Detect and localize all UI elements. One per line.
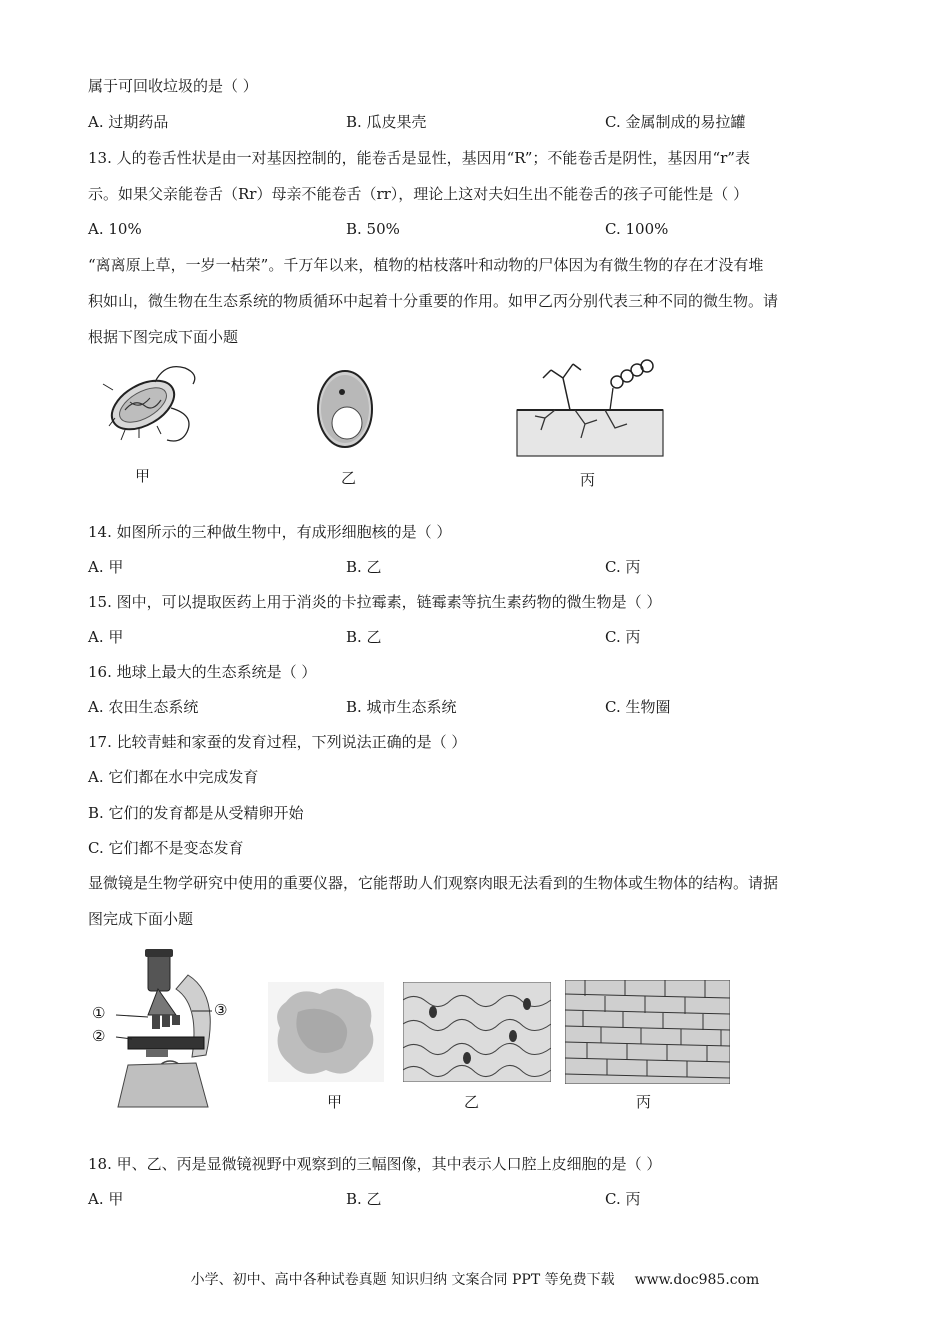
q12-option-c: C. 金属制成的易拉罐 [605, 113, 746, 131]
microscope-part-1-label: ① [92, 1004, 106, 1022]
q17-stem: 17. 比较青蛙和家蚕的发育过程，下列说法正确的是（ ） [88, 733, 467, 751]
q14-option-a: A. 甲 [88, 558, 124, 576]
q12-option-a: A. 过期药品 [88, 113, 169, 131]
q18-option-a: A. 甲 [88, 1190, 124, 1208]
q12-stem: 属于可回收垃圾的是（ ） [88, 77, 258, 95]
figure1-label-yi: 乙 [341, 469, 357, 487]
figure2-label-bing: 丙 [636, 1093, 652, 1111]
q13-stem-line2: 示。如果父亲能卷舌（Rr）母亲不能卷舌（rr），理论上这对夫妇生出不能卷舌的孩子可能性是（ ） [88, 185, 749, 203]
microscope-part-2-label: ② [92, 1027, 106, 1045]
q15-option-c: C. 丙 [605, 628, 641, 646]
passage1-line1: “离离原上草，一岁一枯荣”。千万年以来，植物的枯枝落叶和动物的尸体因为有微生物的存在才没有堆 [88, 256, 764, 274]
q17-option-c: C. 它们都不是变态发育 [88, 839, 244, 857]
passage1-line2: 积如山，微生物在生态系统的物质循环中起着十分重要的作用。如甲乙丙分别代表三种不同的微生物。请 [88, 292, 779, 310]
q18-option-c: C. 丙 [605, 1190, 641, 1208]
q16-option-a: A. 农田生态系统 [88, 698, 199, 716]
mold-figure [515, 358, 665, 460]
q16-option-c: C. 生物圈 [605, 698, 671, 716]
bacterium-figure [95, 360, 205, 450]
view-bing-image [565, 980, 730, 1084]
q13-option-b: B. 50% [346, 220, 400, 238]
q17-option-a: A. 它们都在水中完成发育 [88, 768, 259, 786]
q14-stem: 14. 如图所示的三种做生物中，有成形细胞核的是（ ） [88, 523, 452, 541]
microscope-figure [88, 945, 253, 1117]
q13-option-a: A. 10% [88, 220, 142, 238]
view-yi-image [403, 982, 551, 1082]
footer-site-link[interactable]: www.doc985.com [634, 1272, 760, 1288]
q15-option-b: B. 乙 [346, 628, 382, 646]
figure1-label-bing: 丙 [580, 471, 596, 489]
figure1-label-jia: 甲 [135, 467, 151, 485]
q13-stem-line1: 13. 人的卷舌性状是由一对基因控制的，能卷舌是显性，基因用“R”；不能卷舌是阴性，基因用“r”表 [88, 149, 750, 167]
q12-option-b: B. 瓜皮果壳 [346, 113, 427, 131]
passage2-line2: 图完成下面小题 [88, 910, 194, 928]
footer-text: 小学、初中、高中各种试卷真题 知识归纳 文案合同 PPT 等免费下载 [190, 1272, 615, 1288]
passage1-line3: 根据下图完成下面小题 [88, 328, 239, 346]
microscope-part-3-label: ③ [214, 1001, 228, 1019]
q18-option-b: B. 乙 [346, 1190, 382, 1208]
q16-option-b: B. 城市生态系统 [346, 698, 457, 716]
q14-option-b: B. 乙 [346, 558, 382, 576]
figure2-label-jia: 甲 [327, 1093, 343, 1111]
q17-option-b: B. 它们的发育都是从受精卵开始 [88, 804, 304, 822]
view-jia-image [268, 982, 384, 1082]
figure2-label-yi: 乙 [464, 1093, 480, 1111]
yeast-cell-figure [315, 368, 375, 450]
q14-option-c: C. 丙 [605, 558, 641, 576]
page-footer [0, 1270, 950, 1290]
q18-stem: 18. 甲、乙、丙是显微镜视野中观察到的三幅图像，其中表示人口腔上皮细胞的是（ ） [88, 1155, 662, 1173]
passage2-line1: 显微镜是生物学研究中使用的重要仪器，它能帮助人们观察肉眼无法看到的生物体或生物体的结构。请据 [88, 874, 779, 892]
q15-option-a: A. 甲 [88, 628, 124, 646]
q15-stem: 15. 图中，可以提取医药上用于消炎的卡拉霉素，链霉素等抗生素药物的微生物是（ ） [88, 593, 662, 611]
q16-stem: 16. 地球上最大的生态系统是（ ） [88, 663, 317, 681]
q13-option-c: C. 100% [605, 220, 669, 238]
